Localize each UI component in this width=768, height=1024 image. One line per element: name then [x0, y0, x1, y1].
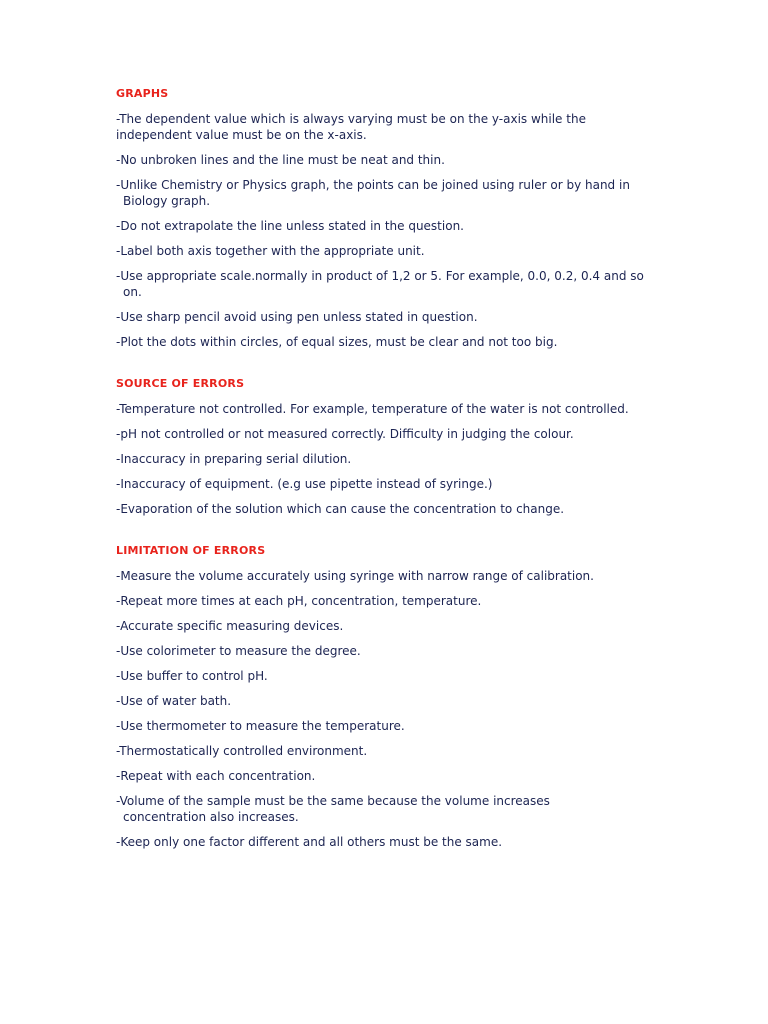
- list-item: -Inaccuracy in preparing serial dilution.: [116, 452, 352, 466]
- item-line-continued: Biology graph.: [123, 194, 211, 208]
- section-heading: LIMITATION OF ERRORS: [116, 544, 266, 557]
- list-item: -Accurate specific measuring devices.: [116, 619, 344, 633]
- section-limitation-of-errors: [116, 543, 676, 850]
- list-item: -Temperature not controlled. For example, temperature of the water is not controlled.: [116, 402, 629, 416]
- list-item: -Use colorimeter to measure the degree.: [116, 644, 361, 658]
- list-item: -Keep only one factor different and all others must be the same.: [116, 835, 503, 849]
- section-heading: GRAPHS: [116, 87, 169, 100]
- list-item: -Thermostatically controlled environment.: [116, 744, 368, 758]
- list-item: -Label both axis together with the appropriate unit.: [116, 244, 425, 258]
- list-item: -Use sharp pencil avoid using pen unless stated in question.: [116, 310, 478, 324]
- list-item: [116, 793, 676, 825]
- list-item: [116, 177, 676, 209]
- list-item: -Measure the volume accurately using syringe with narrow range of calibration.: [116, 569, 594, 583]
- list-item: -Repeat more times at each pH, concentration, temperature.: [116, 594, 482, 608]
- list-item: [116, 111, 676, 143]
- list-item: -Do not extrapolate the line unless stated in the question.: [116, 219, 464, 233]
- list-item: -Use buffer to control pH.: [116, 669, 268, 683]
- item-line: -The dependent value which is always varying must be on the y-axis while the: [116, 112, 586, 126]
- section-heading: SOURCE OF ERRORS: [116, 377, 245, 390]
- section-source-of-errors: [116, 376, 676, 517]
- list-item: -Repeat with each concentration.: [116, 769, 316, 783]
- item-line: -Unlike Chemistry or Physics graph, the points can be joined using ruler or by hand in: [116, 178, 630, 192]
- list-item: -Use of water bath.: [116, 694, 232, 708]
- item-line-continued: on.: [123, 285, 142, 299]
- list-item: -Evaporation of the solution which can cause the concentration to change.: [116, 502, 565, 516]
- item-line-continued: independent value must be on the x-axis.: [116, 128, 367, 142]
- item-line: -Volume of the sample must be the same because the volume increases: [116, 794, 550, 808]
- list-item: [116, 268, 676, 300]
- list-item: -Plot the dots within circles, of equal sizes, must be clear and not too big.: [116, 335, 558, 349]
- list-item: -Inaccuracy of equipment. (e.g use pipette instead of syringe.): [116, 477, 493, 491]
- section-graphs: [116, 86, 676, 350]
- list-item: -pH not controlled or not measured correctly. Difficulty in judging the colour.: [116, 427, 574, 441]
- item-line: -Use appropriate scale.normally in product of 1,2 or 5. For example, 0.0, 0.2, 0.4 and so: [116, 269, 644, 283]
- list-item: -Use thermometer to measure the temperature.: [116, 719, 405, 733]
- item-line-continued: concentration also increases.: [123, 810, 299, 824]
- list-item: -No unbroken lines and the line must be neat and thin.: [116, 153, 445, 167]
- document-page: [116, 86, 676, 876]
